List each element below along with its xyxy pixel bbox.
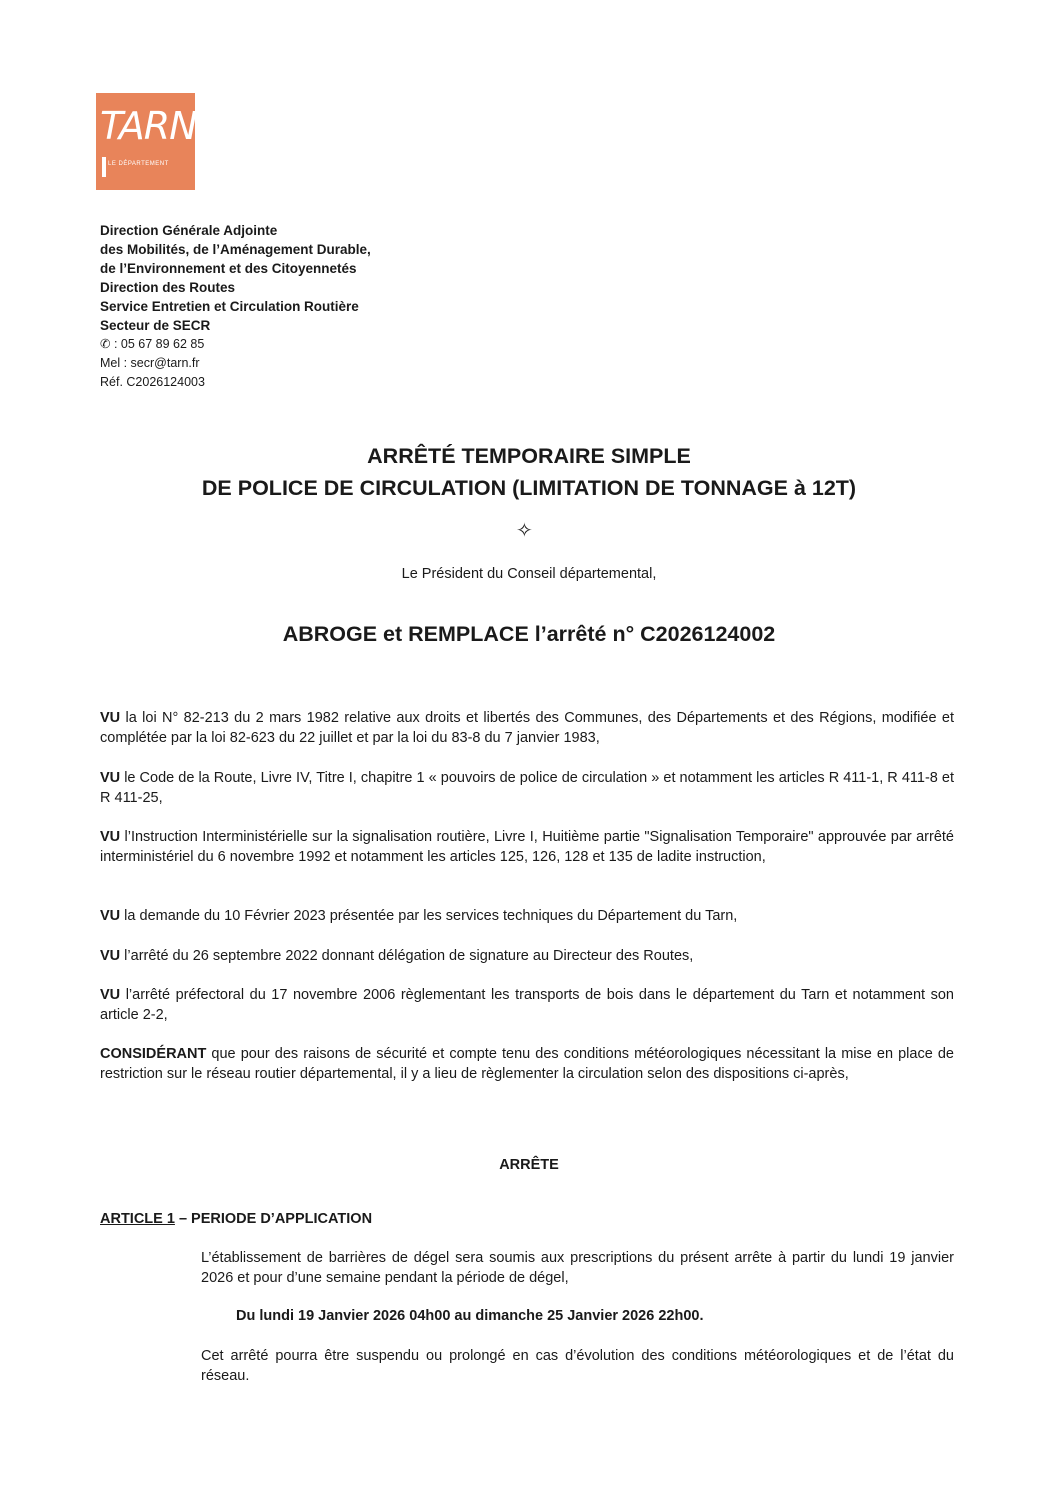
tarn-logo bbox=[96, 93, 195, 190]
consideration-key: CONSIDÉRANT bbox=[100, 1046, 207, 1062]
sender-phone: ✆ : 05 67 89 62 85 bbox=[100, 337, 205, 351]
consideration-paragraph bbox=[100, 768, 954, 808]
title-line-1: ARRÊTÉ TEMPORAIRE SIMPLE bbox=[367, 444, 691, 468]
consideration-text: l’arrêté préfectoral du 17 novembre 2006 règlementant les transports de bois dans le département du Tarn et notamment son article 2-2, bbox=[100, 987, 954, 1023]
title-line-2: DE POLICE DE CIRCULATION (LIMITATION DE TONNAGE à 12T) bbox=[201, 476, 857, 500]
consideration-key: VU bbox=[100, 710, 121, 726]
logo-wordmark: TARN bbox=[100, 104, 197, 148]
sender-ref: Réf. C2026124003 bbox=[100, 375, 205, 389]
sender-block bbox=[100, 221, 371, 392]
consideration-text: que pour des raisons de sécurité et compte tenu des conditions météorologiques nécessitant la mise en place de restriction sur le réseau routier départemental, il y a lieu de règlementer la circulation selon des dispositions ci-après, bbox=[100, 1046, 954, 1082]
consideration-key: VU bbox=[100, 987, 121, 1003]
consideration-text: le Code de la Route, Livre IV, Titre I, chapitre 1 « pouvoirs de police de circulation » et notamment les articles R 411-1, R 411-8 et R 411-25, bbox=[100, 770, 954, 806]
logo-bar bbox=[102, 157, 106, 177]
article-1-paragraph-2: Cet arrêté pourra être suspendu ou prolongé en cas d’évolution des conditions météorologiques et de l’état du réseau. bbox=[201, 1348, 954, 1384]
consideration-key: VU bbox=[100, 770, 121, 786]
article-1-label: ARTICLE 1 bbox=[100, 1211, 175, 1227]
article-1-dates: Du lundi 19 Janvier 2026 04h00 au dimanche 25 Janvier 2026 22h00. bbox=[236, 1308, 704, 1324]
consideration-text: la loi N° 82-213 du 2 mars 1982 relative aux droits et libertés des Communes, des Départements et des Régions, modifiée et complétée par la loi 82-623 du 22 juillet et par la loi du 83-8 du 7 janvier 1983, bbox=[100, 710, 954, 746]
consideration-paragraph bbox=[100, 985, 954, 1025]
consideration-paragraph bbox=[100, 946, 954, 966]
consideration-text: l’Instruction Interministérielle sur la signalisation routière, Livre I, Huitième partie "Signalisation Temporaire" approuvée par arrêté interministériel du 6 novembre 1992 et notamment les articles 125, 126, 128 et 135 de ladite instruction, bbox=[100, 829, 954, 865]
consideration-paragraph bbox=[100, 827, 954, 867]
abroge-heading: ABROGE et REMPLACE l’arrêté n° C2026124002 bbox=[282, 622, 776, 646]
consideration-text: l’arrêté du 26 septembre 2022 donnant délégation de signature au Directeur des Routes, bbox=[120, 948, 694, 964]
arrete-heading: ARRÊTE bbox=[499, 1157, 559, 1173]
sender-mail: Mel : secr@tarn.fr bbox=[100, 356, 200, 370]
consideration-key: VU bbox=[100, 948, 121, 964]
consideration-paragraph bbox=[100, 708, 954, 748]
article-1-heading bbox=[100, 1211, 372, 1227]
article-1-paragraph: L’établissement de barrières de dégel sera soumis aux prescriptions du présent arrête à partir du lundi 19 janvier 2026 et pour d’une semaine pendant la période de dégel, bbox=[201, 1250, 954, 1286]
president-line: Le Président du Conseil départemental, bbox=[401, 566, 657, 582]
logo-subtitle: LE DÉPARTEMENT bbox=[108, 161, 169, 167]
sender-line: Direction des Routes bbox=[100, 280, 236, 295]
consideration-text: la demande du 10 Février 2023 présentée par les services techniques du Département du Tarn, bbox=[120, 908, 738, 924]
consideration-paragraph bbox=[100, 906, 954, 926]
article-1-title: – PERIODE D’APPLICATION bbox=[174, 1211, 373, 1227]
sender-line: de l’Environnement et des Citoyennetés bbox=[100, 261, 357, 276]
sender-line: des Mobilités, de l’Aménagement Durable, bbox=[100, 242, 371, 257]
sender-line: Direction Générale Adjointe bbox=[100, 223, 278, 238]
sender-line: Secteur de SECR bbox=[100, 318, 211, 333]
star-ornament-icon: ✧ bbox=[516, 520, 533, 542]
consideration-key: VU bbox=[100, 908, 121, 924]
consideration-paragraph bbox=[100, 1044, 954, 1084]
consideration-key: VU bbox=[100, 829, 121, 845]
sender-line: Service Entretien et Circulation Routière bbox=[100, 299, 359, 314]
